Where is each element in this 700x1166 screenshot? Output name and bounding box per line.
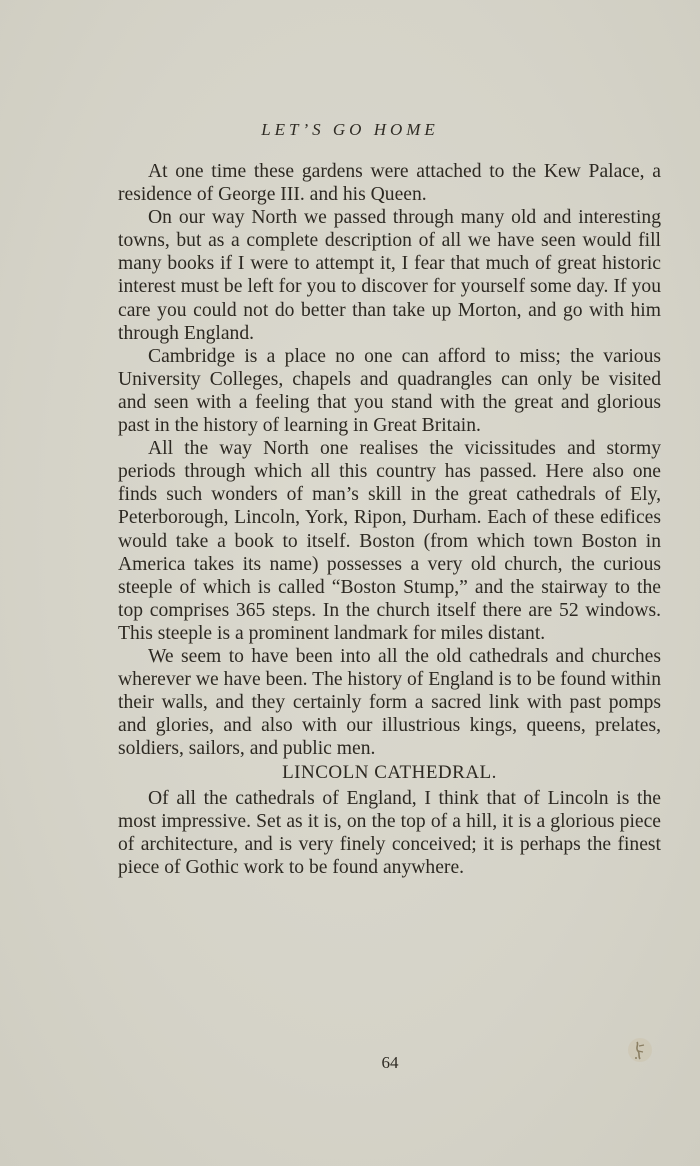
running-head: LET’S GO HOME: [261, 120, 439, 139]
paragraph-2: On our way North we passed through many old and interesting towns, but as a complete description of all we have seen would fill many books if I were to attempt it, I fear that much of great historic interest must be left for you to discover for yourself some day. If you care you could not do better than take up Morton, and go with him through England.: [118, 207, 661, 344]
page-number: 64: [381, 1053, 399, 1072]
section-heading: LINCOLN CATHEDRAL.: [282, 762, 497, 784]
paragraph-5: We seem to have been into all the old cathedrals and churches wherever we have been. The history of England is to be found within their walls, and they certainly form a sacred link with past pomps and glories, and also with our illustrious kings, queens, prelates, soldiers, sailors, and public men.: [118, 645, 661, 760]
paragraph-1: At one time these gardens were attached to the Kew Palace, a residence of George III. and his Queen.: [118, 161, 661, 206]
body-text: [118, 160, 661, 879]
paragraph-4: All the way North one realises the vicissitudes and stormy periods through which all this country has passed. Here also one finds such wonders of man’s skill in the great cathedrals of Ely, Peterborough, Lincoln, York, Ripon, Durham. Each of these edifices would take a book to itself. Boston (from which town Boston in America takes its name) possesses a very old church, the curious steeple of which is called “Boston Stump,” and the stairway to the top comprises 365 steps. In the church itself there are 52 windows. This steeple is a prominent landmark for miles distant.: [118, 438, 661, 644]
library-stamp-icon: [626, 1036, 654, 1064]
paragraph-6: Of all the cathedrals of England, I think that of Lincoln is the most impressive. Set as it is, on the top of a hill, it is a glorious piece of architecture, and is very finely conceived; it is perhaps the finest piece of Gothic work to be found anywhere.: [118, 787, 661, 878]
paragraph-3: Cambridge is a place no one can afford to miss; the various University Colleges, chapels and quadrangles can only be visited and seen with a feeling that you stand with the great and glorious past in the history of learning in Great Britain.: [118, 345, 661, 437]
